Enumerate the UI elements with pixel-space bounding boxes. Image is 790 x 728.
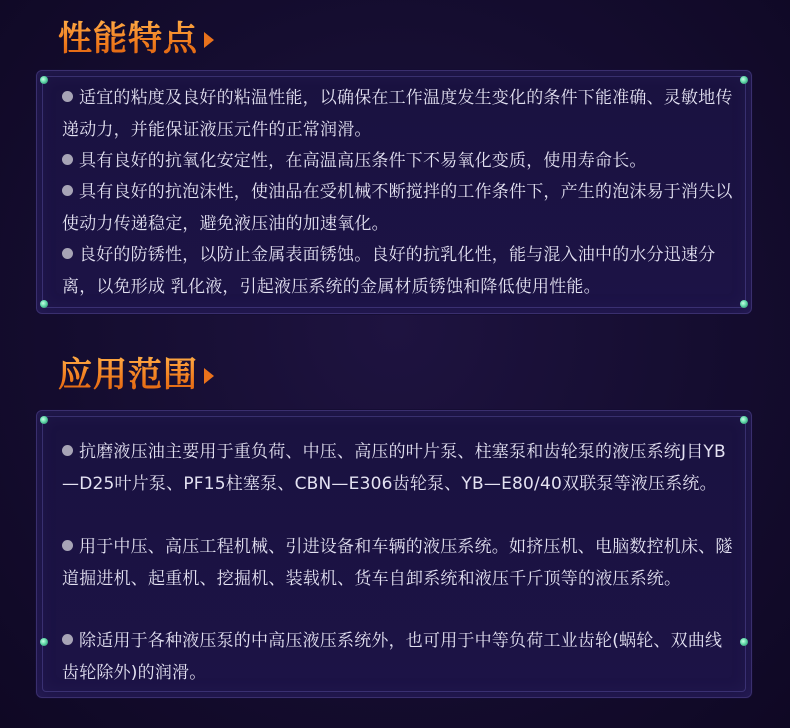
applications-heading (58, 353, 214, 397)
feature-item (62, 83, 738, 146)
bullet-dot-icon (62, 445, 73, 456)
rivet-icon (740, 76, 748, 84)
features-title: 性能特点 (58, 19, 198, 59)
feature-item (62, 146, 738, 178)
feature-item (62, 240, 738, 303)
rivet-icon (40, 300, 48, 308)
rivet-icon (740, 638, 748, 646)
application-item-text: 除适用于各种液压泵的中高压液压系统外，也可用于中等负荷工业齿轮(蜗轮、双曲线齿轮除外)的润滑。 (62, 631, 723, 683)
rivet-icon (740, 300, 748, 308)
application-item (62, 437, 738, 500)
feature-item (62, 177, 738, 240)
feature-item-text: 具有良好的抗泡沫性，使油品在受机械不断搅拌的工作条件下，产生的泡沫易于消失以使动力传递稳定，避免液压油的加速氧化。 (62, 182, 733, 234)
application-item-text: 用于中压、高压工程机械、引进设备和车辆的液压系统。如挤压机、电脑数控机床、隧道掘进机、起重机、挖掘机、装载机、货车自卸系统和液压千斤顶等的液压系统。 (62, 537, 733, 589)
bullet-dot-icon (62, 634, 73, 645)
feature-item-text: 具有良好的抗氧化安定性，在高温高压条件下不易氧化变质，使用寿命长。 (79, 151, 647, 171)
rivet-icon (40, 638, 48, 646)
application-item-text: 抗磨液压油主要用于重负荷、中压、高压的叶片泵、柱塞泵和齿轮泵的液压系统J目YB—D25叶片泵、PF15柱塞泵、CBN—E306齿轮泵、YB—E80/40双联泵等液压系统。 (62, 442, 726, 494)
rivet-icon (740, 416, 748, 424)
applications-title: 应用范围 (58, 355, 198, 395)
bullet-dot-icon (62, 248, 73, 259)
bullet-dot-icon (62, 185, 73, 196)
chevron-right-icon (204, 32, 214, 48)
application-item (62, 626, 738, 689)
bullet-dot-icon (62, 540, 73, 551)
bullet-dot-icon (62, 91, 73, 102)
rivet-icon (40, 416, 48, 424)
features-heading (58, 17, 214, 61)
application-item (62, 532, 738, 595)
feature-item-text: 适宜的粘度及良好的粘温性能，以确保在工作温度发生变化的条件下能准确、灵敏地传递动力，并能保证液压元件的正常润滑。 (62, 88, 733, 140)
rivet-icon (40, 76, 48, 84)
chevron-right-icon (204, 368, 214, 384)
feature-item-text: 良好的防锈性，以防止金属表面锈蚀。良好的抗乳化性，能与混入油中的水分迅速分离，以免形成 乳化液，引起液压系统的金属材质锈蚀和降低使用性能。 (62, 245, 716, 297)
bullet-dot-icon (62, 154, 73, 165)
